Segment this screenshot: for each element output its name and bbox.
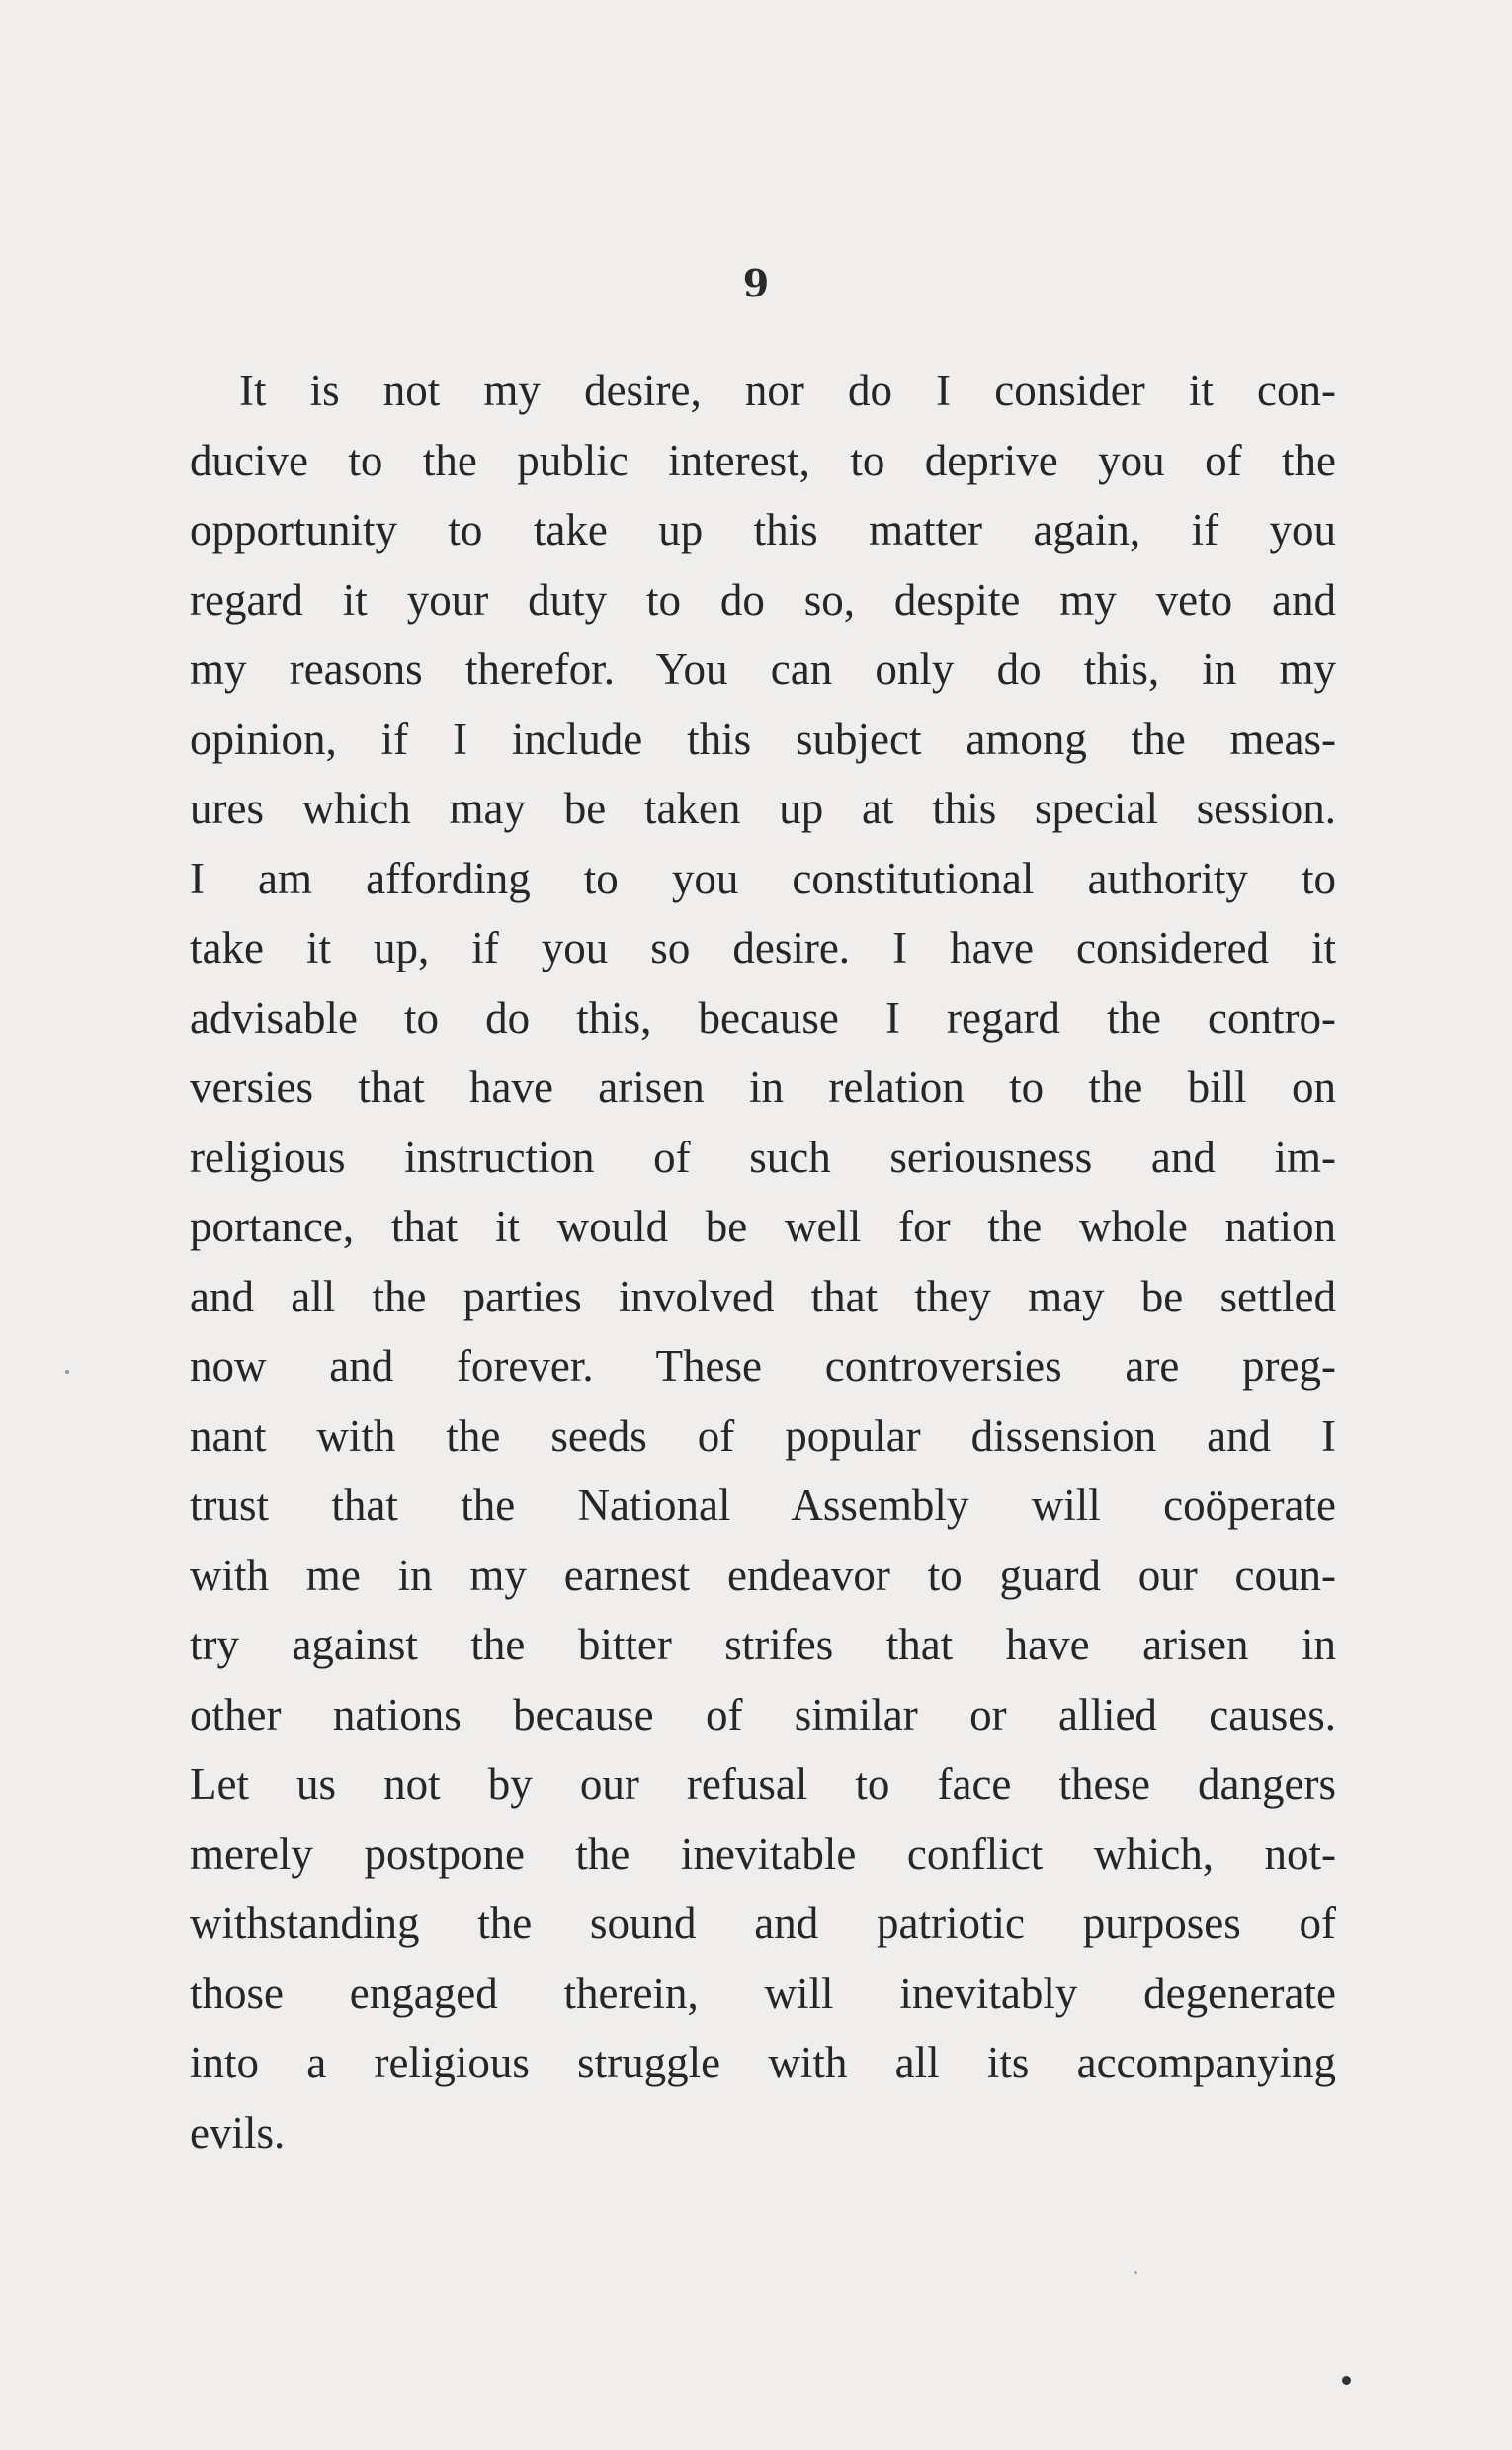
text-line: ducive to the public interest, to deprive you of the [190, 435, 1336, 485]
text-line: versies that have arisen in relation to the bill on [190, 1062, 1336, 1112]
text-line: try against the bitter strifes that have arisen in [190, 1620, 1336, 1669]
text-line: opportunity to take up this matter again, if you [190, 505, 1336, 554]
text-line: I am affording to you constitutional authority to [190, 853, 1336, 903]
text-line: regard it your duty to do so, despite my veto and [190, 574, 1336, 625]
text-line: portance, that it would be well for the whole nation [190, 1202, 1336, 1251]
text-line: those engaged therein, will inevitably degenerate [190, 1968, 1336, 2018]
text-line: ures which may be taken up at this special session. [190, 784, 1336, 833]
text-line: withstanding the sound and patriotic purposes of [190, 1899, 1336, 1948]
text-line: merely postpone the inevitable conflict which, not- [190, 1828, 1336, 1879]
text-line: opinion, if I include this subject among the meas- [190, 714, 1336, 764]
paper-speck [1134, 2271, 1137, 2274]
text-line: It is not my desire, nor do I consider it con- [239, 366, 1336, 415]
text-line: now and forever. These controversies are preg- [190, 1341, 1336, 1391]
text-line: take it up, if you so desire. I have considered it [190, 923, 1336, 972]
text-line: and all the parties involved that they may be settled [190, 1271, 1336, 1321]
text-line: my reasons therefor. You can only do this, in my [190, 644, 1336, 694]
text-line: advisable to do this, because I regard the contro- [190, 992, 1336, 1043]
page-number: 9 [742, 261, 770, 305]
text-line: evils. [190, 2107, 286, 2157]
text-line: religious instruction of such seriousness and im- [190, 1132, 1336, 1182]
text-line: Let us not by our refusal to face these dangers [190, 1759, 1336, 1809]
paper-speck [1342, 2376, 1351, 2385]
text-line: other nations because of similar or allied causes. [190, 1689, 1336, 1739]
body-paragraph [190, 356, 1336, 2167]
text-line: with me in my earnest endeavor to guard our coun- [190, 1550, 1336, 1600]
text-line: nant with the seeds of popular dissension and I [190, 1410, 1336, 1461]
text-line: into a religious struggle with all its accompanying [190, 2038, 1336, 2087]
text-line: trust that the National Assembly will coöperate [190, 1480, 1336, 1530]
paper-speck [65, 1370, 69, 1374]
